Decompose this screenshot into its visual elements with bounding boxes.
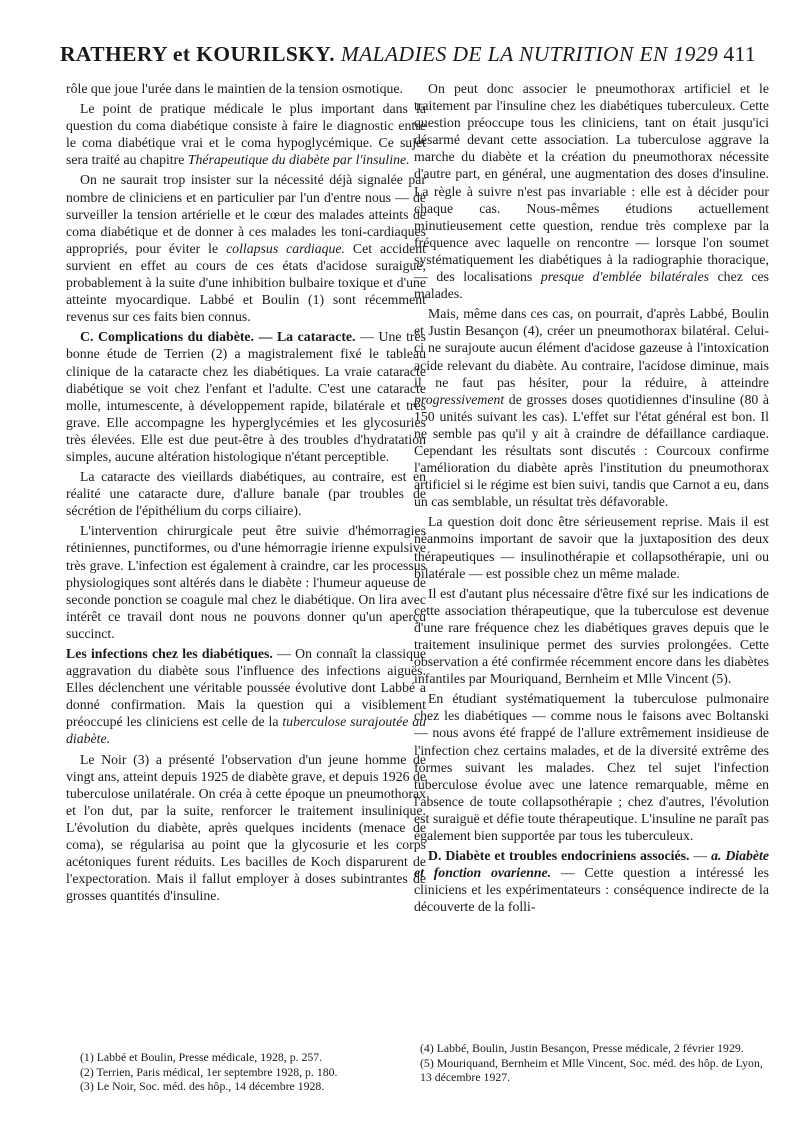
paragraph [414,80,769,302]
italic-text: presque d'emblée bilatérales [540,269,710,285]
right-column [414,80,769,919]
paragraph [66,171,426,325]
footnote-author: Mouriquand, Bernheim et Mlle Vincent, [436,1055,627,1070]
footnote [80,1050,420,1065]
footnote-number: (3) [80,1079,94,1093]
header-authors: RATHERY et KOURILSKY. [60,42,336,66]
italic-text: tuberculose surajoutée au diabète. [66,714,426,747]
text: chez ces malades. [414,269,769,302]
footnote-number: (5) [420,1055,434,1070]
footnote-source: Paris médical, [136,1064,204,1079]
running-header [60,42,756,72]
footnote-source: Soc. méd. des hôp., [139,1079,232,1093]
text: — [689,848,712,864]
footnote-ref: 14 décembre 1928. [231,1079,325,1093]
paragraph: Il est d'autant plus nécessaire d'être fixé sur les indications de cette association thérapeutique, que la tuberculose est devenue d'une rare fréquence chez les diabétiques graves depuis que le traitement insulinique permet des survies prolongées. Cette observation a été confirmée récemment encore dans les diabètes infantiles par Mouriquand, Bernheim et Mlle Vincent (5). [414,585,769,687]
paragraph [66,100,426,168]
footnote [80,1065,420,1080]
footnote-ref: 1er septembre 1928, p. 180. [203,1064,338,1079]
section-heading: C. Complications du diabète. — La cataracte. [80,329,356,345]
paragraph: La question doit donc être sérieusement reprise. Mais il est néanmoins important de savoir que la juxtaposition des deux thérapeutiques — insulinothérapie et collapsothérapie, uni ou bilatérale — est possible chez un même malade. [414,514,769,581]
footnote [420,1056,765,1085]
footnote-ref: 13 décembre 1927. [420,1070,511,1084]
text: — On connaît la classique aggravation du diabète sous l'influence des infections aiguës. Elles déclenchent une véritable poussée évolutive dont Labbé a donné confirmation. Mais la question qui a visiblement préoccupé les cliniciens est celle de la [66,646,426,730]
section-heading: Les infections chez les diabétiques. [66,646,273,661]
text: On ne saurait trop insister sur la nécessité déjà signalée par nombre de cliniciens et en particulier par l'un d'entre nous — de surveiller la tension artérielle et le cœur des malades atteints de coma diabétique et de donner à ces malades les toni-cardiaques appropriés, pour éviter le [66,172,426,256]
footnote-ref: 1928, p. 257. [257,1050,323,1064]
footnote-author: Labbé, Boulin, Justin Besançon, [436,1041,590,1055]
footnote-number: (2) [80,1064,94,1079]
footnote-source: Presse médicale, [178,1050,258,1064]
text: Cet accident survient en effet au cours de ces états d'acidose suraiguë, probablement à la suite d'une inhibition bulbaire toxique et d'une atteinte myocardique. Labbé et Boulin (1) sont récemment revenus sur ces faits bien connus. [66,240,426,325]
paragraph: En étudiant systématiquement la tuberculose pulmonaire chez les diabétiques — comme nous le faisons avec Boltanski — nous avons été frappé de l'allure extrêmement insidieuse de l'infection chez certains malades, et de la diversité extrême des formes suivant les malades. Chez tel sujet l'infection tuberculose évolue avec une latence remarquable, même en l'absence de toute collapsothérapie ; chez d'autres, l'évolution est suraiguë et défie toute thérapeutique. L'insuline ne paraît pas également bien supportée par tous les tuberculeux. [414,691,769,844]
footnote [420,1041,765,1056]
header-title: MALADIES DE LA NUTRITION EN 1929 [340,42,719,66]
paragraph: L'intervention chirurgicale peut être suivie d'hémorragies rétiniennes, punctiformes, ou d'une hémorragie irienne expulsive très grave. L'infection est également à craindre, car les processus physiologiques sont altérés dans le diabète : l'humeur aqueuse de seconde ponction se coagule mal chez le diabétique. On lira avec intérêt ce travail dont nous ne pouvons donner qu'un aperçu succinct. [66,523,426,641]
paragraph [66,645,426,748]
paragraph: Le Noir (3) a présenté l'observation d'un jeune homme de vingt ans, atteint depuis 1925 de diabète grave, et depuis 1926 de tuberculose unilatérale. On créa à cette époque un pneumothorax et l'on dut, par la suite, renforcer le traitement insulinique. L'évolution du diabète, après quelques incidents (menace de coma), se régularisa au point que la glycosurie et les corps acétoniques furent réduits. Les bacilles de Koch disparurent de l'expectoration. Mais il fallut employer à doses subintrantes de grosses quantités d'insuline. [66,751,426,904]
footnote [80,1079,420,1094]
text: — Cette question a intéressé les cliniciens et les expérimentateurs : conséquence indirecte de la découverte de la folli- [414,865,769,915]
paragraph [66,328,426,465]
footnotes-left [80,1050,420,1094]
paragraph [414,847,769,915]
text: — Une très bonne étude de Terrien (2) a magistralement fixé le tableau clinique de la cataracte chez les diabétiques. La vraie cataracte diabétique se voit chez l'enfant et l'adulte. C'est une cataracte molle, intumescente, à développement rapide, bilatérale et très grave. Elle accompagne les hyperglycémies et les glycosuries très élevées. Elle est due peut-être à des troubles d'hydratation simples, aucune altération histologique n'étant perceptible. [66,329,426,464]
text: Le point de pratique médicale le plus important dans la question du coma diabétique consiste à faire le diagnostic entre le coma diabétique vrai et le coma hypoglycémique. Ce sujet sera traité au chapitre [66,101,426,168]
section-heading: D. Diabète et troubles endocriniens associés. [428,848,690,864]
left-column [66,80,426,907]
footnote-number: (1) [80,1050,94,1064]
subsection-heading: a. Diabète et fonction ovarienne. [414,848,769,881]
paragraph [414,305,769,510]
page-number: 411 [723,42,756,66]
footnote-author: Labbé et Boulin, [96,1050,176,1064]
paragraph: La cataracte des vieillards diabétiques, au contraire, est en réalité une cataracte dure, d'allure banale (par troubles de sécrétion de l'épithélium du corps ciliaire). [66,469,426,519]
footnote-number: (4) [420,1041,434,1055]
footnote-author: Le Noir, [96,1079,137,1093]
footnote-source: Presse médicale, [592,1041,671,1055]
paragraph: rôle que joue l'urée dans le maintien de la tension osmotique. [66,81,403,96]
footnote-source: Soc. méd. des hôp. de Lyon, [629,1055,763,1070]
footnote-ref: 2 février 1929. [670,1041,744,1055]
italic-text: progressivement [414,391,505,407]
text: de grosses doses quotidiennes d'insuline (80 à 150 unités suivant les cas). L'effet sur l'état général est bon. Il ne semble pas qu'il y ait à craindre de défaillance cardiaque. Cependant les résultats sont discutés : Courcoux confirme l'amélioration du diabète après l'institution du pneumothorax artificiel si le régime est bien suivi, tandis que Carnot a eu, dans un cas semblable, un résultat très défavorable. [414,391,769,510]
text: Mais, même dans ces cas, on pourrait, d'après Labbé, Boulin et Justin Besançon (4), créer un pneumothorax bilatéral. Celui-ci ne surajoute aucun élément d'acidose gazeuse à l'intoxication acide relevant du diabète. Au contraire, l'acidose diminue, mais il ne faut pas hésiter, pour la réduire, à atteindre [414,306,769,390]
text: On peut donc associer le pneumothorax artificiel et le traitement par l'insuline chez les diabétiques tuberculeux. Cette question préoccupe tous les cliniciens, tant on était jusqu'ici désarmé devant cette association. La tuberculose aggrave la marche du diabète et la création du pneumothorax nécessite d'autre part, en général, une augmentation des doses d'insuline. La règle à suivre n'est pas invariable : elle est à décider pour chaque cas. Nous-mêmes étudions actuellement minutieusement cette question, rendue très complexe par la fréquence avec laquelle on rencontre — lorsque l'on soumet systématiquement les diabétiques à la radiographie thoracique, — des localisations [414,81,769,285]
footnotes-right [420,1041,765,1085]
italic-text: collapsus cardiaque. [226,240,345,256]
italic-text: Thérapeutique du diabète par l'insuline. [187,152,410,168]
footnote-author: Terrien, [96,1064,134,1079]
